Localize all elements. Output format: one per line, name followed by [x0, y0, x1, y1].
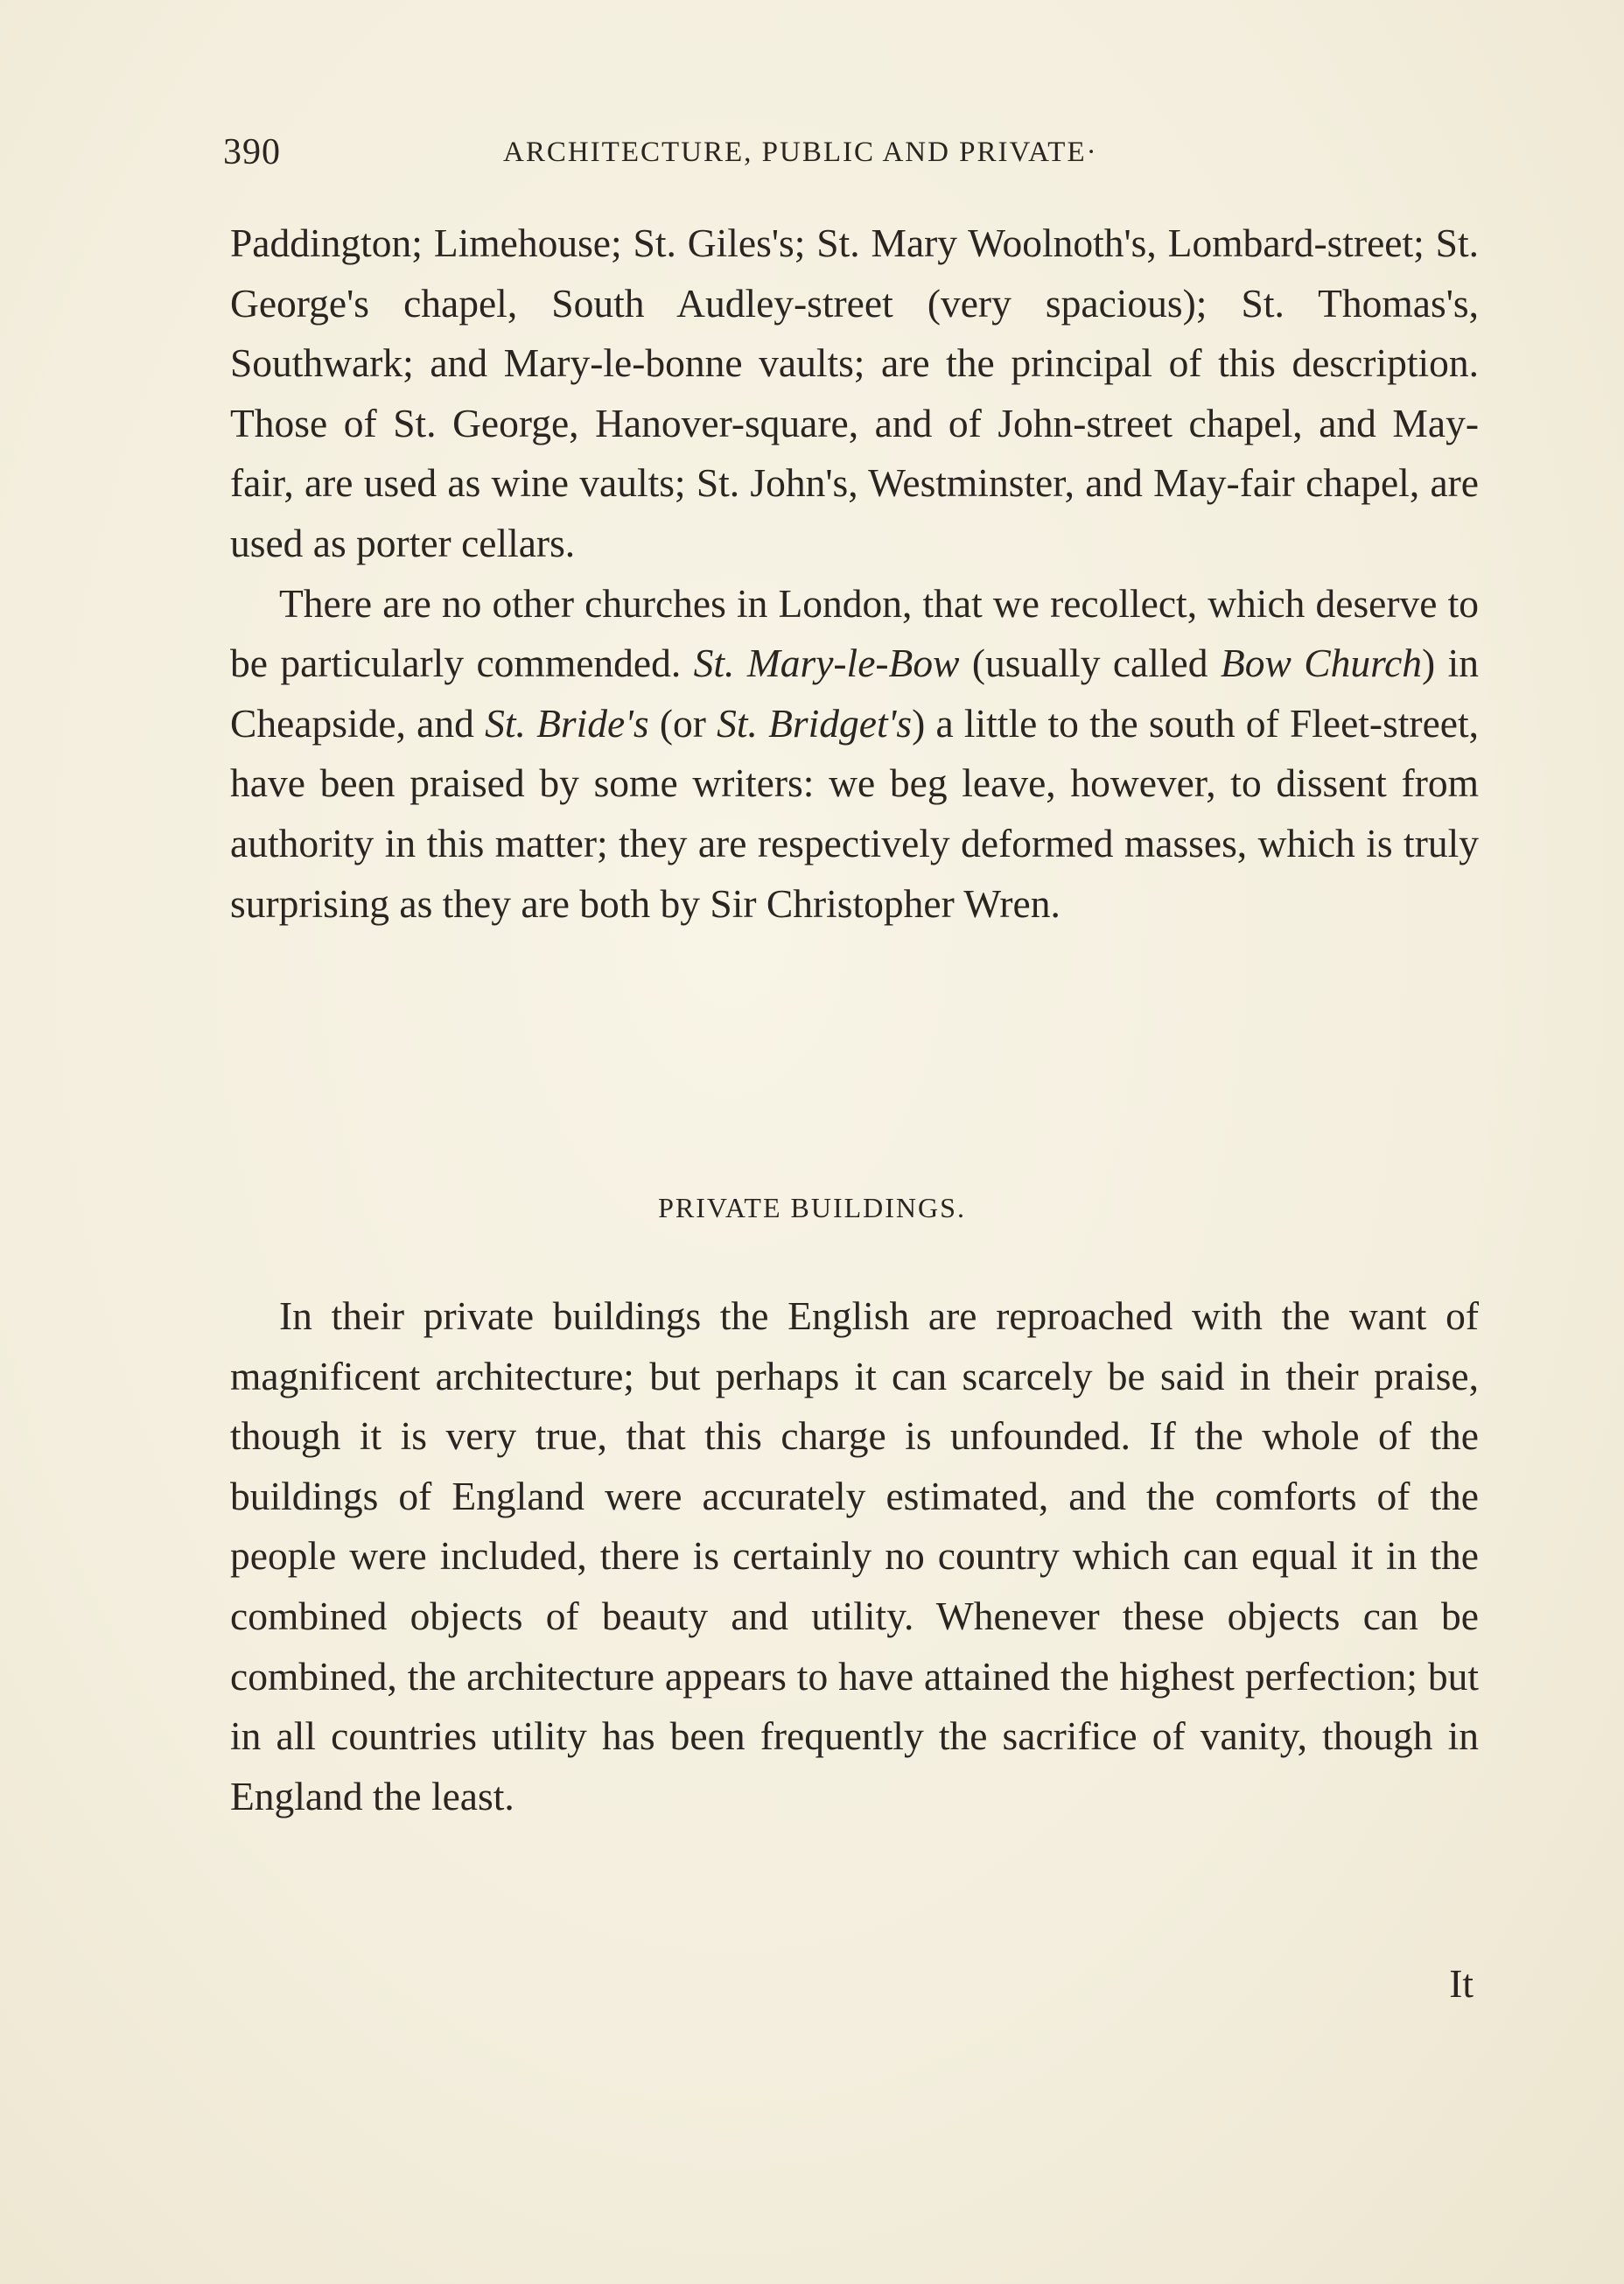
text-run: ) a little to the south of Fleet-street, have been praised by some writers: we beg leave, however, to dissent from authority in this matter; they are respectively deformed masses, which is truly surprising as they are both by Sir Christopher Wren.	[230, 700, 1479, 926]
text-run: There are no other churches in London, that we recollect, which deserve to be particularly commended.	[230, 580, 1479, 686]
text-run: ) in Cheapside, and	[230, 641, 1479, 746]
running-title: ARCHITECTURE, PUBLIC AND PRIVATE·	[503, 137, 1098, 168]
paragraph-continued: Paddington; Limehouse; St. Giles's; St. Mary Woolnoth's, Lombard-street; St. George's chapel, South Audley-street (very spacious); St. Thomas's, Southwark; and Mary-le-bonne vaults; are the principal of this description. Those of St. George, Hanover-square, and of John-street chapel, and May-fair, are used as wine vaults; St. John's, Westminster, and May-fair chapel, are used as porter cellars.	[230, 221, 1479, 565]
paragraph-churches	[230, 574, 1479, 935]
paragraph-private-buildings: In their private buildings the English are reproached with the want of magnificent architecture; but perhaps it can scarcely be said in their praise, though it is very true, that this charge is unfounded. If the whole of the buildings of England were accurately estimated, and the comforts of the people were included, there is certainly no country which can equal it in the combined objects of beauty and utility. Whenever these objects can be combined, the architecture appears to have attained the highest perfection; but in all countries utility has been frequently the sacrifice of vanity, though in England the least.	[230, 1293, 1479, 1818]
catchword: It	[1449, 1961, 1474, 2006]
italic-church-name: St. Bride's	[485, 700, 649, 746]
body-text-section-2	[230, 1286, 1479, 1826]
section-heading: PRIVATE BUILDINGS.	[658, 1192, 966, 1223]
running-head	[223, 131, 1483, 184]
italic-church-name: St. Bridget's	[717, 700, 913, 746]
body-text-section-1	[230, 214, 1479, 934]
text-run: (or	[648, 700, 718, 746]
italic-church-name: St. Mary-le-Bow	[693, 641, 960, 686]
text-run: (usually called	[959, 641, 1221, 686]
page-number: 390	[223, 132, 281, 172]
italic-church-name: Bow Church	[1220, 641, 1423, 686]
